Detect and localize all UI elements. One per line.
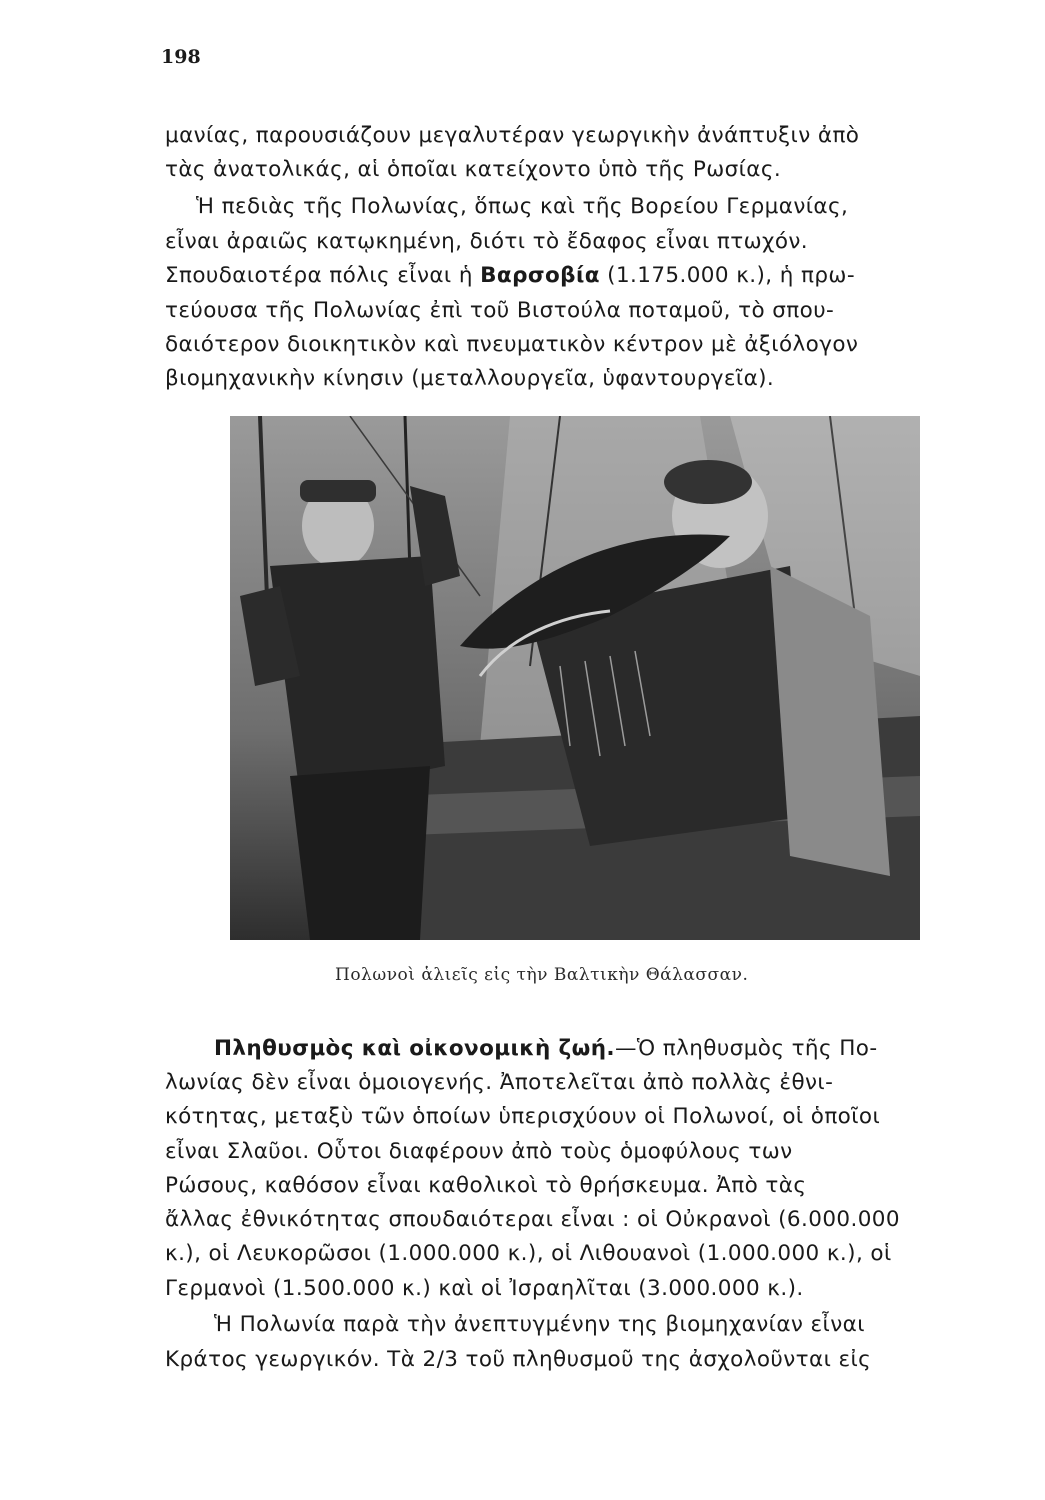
text-span: Σπουδαιοτέρα πόλις εἶναι ἡ [165,263,481,288]
text-line [165,261,855,291]
text-line: εἶναι Σλαῦοι. Οὗτοι διαφέρουν ἀπὸ τοὺς ὁμοφύλους των [165,1139,793,1164]
text-line: βιομηχανικὴν κίνησιν (μεταλλουργεῖα, ὑφαντουργεῖα). [165,366,775,391]
text-line: κότητας, μεταξὺ τῶν ὁποίων ὑπερισχύουν οἱ Πολωνοί, οἱ ὁποῖοι [165,1104,881,1129]
page-number: 198 [161,46,201,68]
photo-image [230,416,920,940]
text-line: δαιότερον διοικητικὸν καὶ πνευματικὸν κέντρον μὲ ἀξιόλογον [165,332,859,357]
text-line: Ρώσους, καθόσον εἶναι καθολικοὶ τὸ θρήσκευμα. Ἀπὸ τὰς [165,1173,807,1198]
text-line: ἄλλας ἐθνικότητας σπουδαιότεραι εἶναι : οἱ Οὐκρανοὶ (6.000.000 [165,1207,900,1232]
text-line: τεύουσα τῆς Πολωνίας ἐπὶ τοῦ Βιστούλα ποταμοῦ, τὸ σπου- [165,298,835,323]
text-span: (1.175.000 κ.), ἡ πρω- [599,263,855,288]
text-line: μανίας, παρουσιάζουν μεγαλυτέραν γεωργικὴν ἀνάπτυξιν ἀπὸ [165,123,860,148]
text-line: Κράτος γεωργικόν. Τὰ 2/3 τοῦ πληθυσμοῦ της ἀσχολοῦνται εἰς [165,1347,872,1372]
text-line: λωνίας δὲν εἶναι ὁμοιογενής. Ἀποτελεῖται ἀπὸ πολλὰς ἐθνι- [165,1070,834,1095]
text-line: Ἡ πεδιὰς τῆς Πολωνίας, ὅπως καὶ τῆς Βορείου Γερμανίας, [196,194,849,219]
text-line [214,1034,878,1064]
text-line: Γερμανοὶ (1.500.000 κ.) καὶ οἱ Ἰσραηλῖται (3.000.000 κ.). [165,1276,804,1301]
city-name-warsaw: Βαρσοβία [480,263,600,288]
text-line: εἶναι ἀραιῶς κατῳκημένη, διότι τὸ ἔδαφος εἶναι πτωχόν. [165,229,809,254]
text-line: τὰς ἀνατολικάς, αἱ ὁποῖαι κατείχοντο ὑπὸ τῆς Ρωσίας. [165,157,782,182]
section-heading: Πληθυσμὸς καὶ οἰκονομικὴ ζωή. [214,1036,616,1061]
photo-caption: Πολωνοὶ ἁλιεῖς εἰς τὴν Βαλτικὴν Θάλασσαν. [335,965,749,985]
text-line: κ.), οἱ Λευκορῶσοι (1.000.000 κ.), οἱ Λιθουανοὶ (1.000.000 κ.), οἱ [165,1241,892,1266]
text-span: —Ὁ πληθυσμὸς τῆς Πο- [615,1036,878,1061]
text-line: Ἡ Πολωνία παρὰ τὴν ἀνεπτυγμένην της βιομηχανίαν εἶναι [214,1312,865,1337]
photo-polish-fishermen [230,416,920,940]
